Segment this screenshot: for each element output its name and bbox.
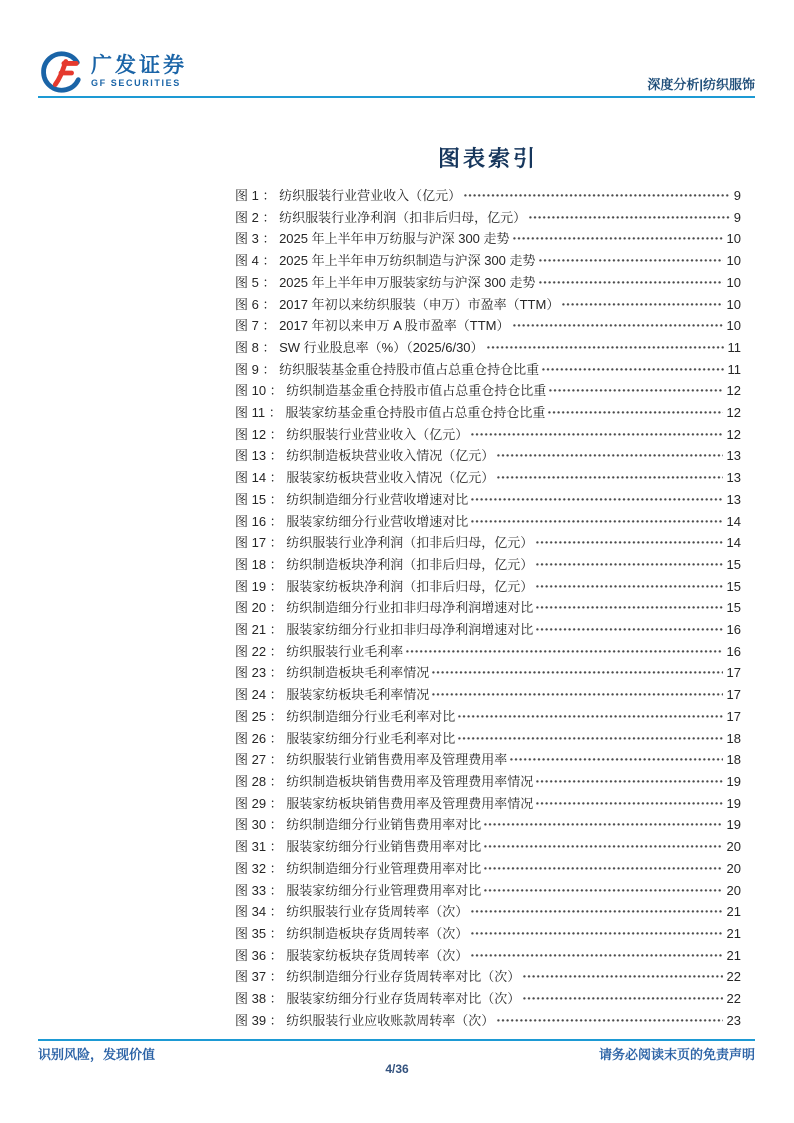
toc-entry-title: 纺织制造板块存货周转率（次） [286,925,469,941]
toc-entry-figure-label: 图 34 ： [235,904,287,920]
toc-entry-page-number: 14 [726,535,741,551]
toc-entry-page-number: 17 [726,665,741,681]
toc-entry-title: 2017 年初以来申万 A 股市盈率（TTM） [279,318,510,334]
toc-entry-page-number: 17 [726,687,741,703]
toc-entry-title: 服装家纺细分行业毛利率对比 [286,730,456,746]
toc-entry-page-number: 10 [726,231,741,247]
toc-entry-title: 纺织服装行业应收账款周转率（次） [286,1012,495,1028]
toc-entry-figure-label: 图 28 ： [235,773,287,789]
toc-entry-title: 纺织制造细分行业营收增速对比 [286,491,469,507]
toc-entry-figure-label: 图 30 ： [235,817,287,833]
toc-entry[interactable] [235,294,741,316]
toc-entry-figure-label: 图 32 ： [235,860,287,876]
toc-entry[interactable] [235,489,741,511]
toc-entry-page-number: 23 [726,1012,741,1028]
toc-entry-figure-label: 图 11 ： [235,405,286,421]
toc-entry-page-number: 12 [726,383,741,399]
toc-entry-title: 纺织制造细分行业存货周转率对比（次） [286,969,521,985]
toc-entry-figure-label: 图 36 ： [235,947,287,963]
toc-entry[interactable] [235,467,741,489]
toc-entry-page-number: 13 [726,470,741,486]
toc-entry[interactable] [235,749,741,771]
toc-entry-figure-label: 图 3 ： [235,231,280,247]
toc-entry-figure-label: 图 23 ： [235,665,287,681]
toc-entry[interactable] [235,1010,741,1032]
toc-entry[interactable] [235,684,741,706]
toc-entry-page-number: 13 [726,448,741,464]
report-category-label: 深度分析|纺织服饰 [647,77,755,92]
toc-entry-figure-label: 图 26 ： [235,730,287,746]
toc-entry-page-number: 19 [726,795,741,811]
toc-entry[interactable] [235,532,741,554]
toc-entry-figure-label: 图 39 ： [235,1012,287,1028]
toc-entry-page-number: 20 [726,882,741,898]
toc-entry[interactable] [235,619,741,641]
toc-entry-page-number: 9 [733,209,741,225]
brand-name-en: GF SECURITIES [91,78,181,89]
toc-entry-page-number: 10 [726,274,741,290]
toc-entry-title: 服装家纺板块净利润（扣非后归母，亿元） [286,578,534,594]
toc-entry-title: 2025 年上半年申万服装家纺与沪深 300 走势 [279,274,536,290]
toc-entry-figure-label: 图 21 ： [235,622,287,638]
toc-entry-title: 纺织服装基金重仓持股市值占总重仓持仓比重 [279,361,540,377]
toc-entry-page-number: 21 [726,925,741,941]
chart-index-section [235,142,741,1031]
toc-entry[interactable] [235,662,741,684]
toc-entry-page-number: 18 [726,730,741,746]
toc-entry-title: 纺织服装行业营业收入（亿元） [279,188,462,203]
toc-entry[interactable] [235,641,741,663]
footer-slogan: 识别风险，发现价值 [38,1047,156,1062]
gf-securities-logo-icon [38,50,84,96]
toc-entry-title: 服装家纺细分行业销售费用率对比 [286,839,482,855]
toc-entry-title: 2025 年上半年申万纺织制造与沪深 300 走势 [279,253,536,269]
toc-entry-figure-label: 图 13 ： [235,448,287,464]
toc-entry[interactable] [235,402,741,424]
toc-entry-title: 纺织服装行业净利润（扣非后归母，亿元） [286,535,534,551]
toc-entry[interactable] [235,511,741,533]
toc-entry-page-number: 15 [726,578,741,594]
toc-entry-title: 2017 年初以来纺织服装（申万）市盈率（TTM） [279,296,560,312]
toc-entry-figure-label: 图 12 ： [235,426,287,442]
toc-entry-page-number: 21 [726,904,741,920]
toc-entry[interactable] [235,315,741,337]
toc-entry-page-number: 17 [726,708,741,724]
toc-entry-page-number: 19 [726,817,741,833]
toc-entry[interactable] [235,836,741,858]
toc-entry-page-number: 22 [726,991,741,1007]
toc-entry-figure-label: 图 27 ： [235,752,287,768]
header-divider [38,96,755,98]
toc-entry-title: 纺织服装行业存货周转率（次） [286,904,469,920]
toc-entry-figure-label: 图 37 ： [235,969,287,985]
toc-entry[interactable] [235,380,741,402]
toc-entry-figure-label: 图 33 ： [235,882,287,898]
toc-entry-figure-label: 图 19 ： [235,578,287,594]
brand-logo [38,50,187,96]
toc-entry-figure-label: 图 20 ： [235,600,287,616]
toc-entry-page-number: 20 [726,860,741,876]
toc-list [235,185,741,1031]
toc-entry[interactable] [235,945,741,967]
toc-entry-figure-label: 图 29 ： [235,795,287,811]
toc-entry-page-number: 13 [726,491,741,507]
toc-entry-title: 纺织服装行业净利润（扣非后归母，亿元） [279,209,527,225]
toc-entry-page-number: 10 [726,253,741,269]
toc-entry[interactable] [235,424,741,446]
toc-entry-page-number: 10 [726,318,741,334]
toc-entry-title: 2025 年上半年申万纺服与沪深 300 走势 [279,231,510,247]
toc-entry-figure-label: 图 25 ： [235,708,287,724]
toc-entry[interactable] [235,988,741,1010]
page-title: 图表索引 [437,146,538,171]
toc-entry-page-number: 22 [726,969,741,985]
toc-entry[interactable] [235,901,741,923]
toc-entry-page-number: 11 [727,339,741,355]
toc-entry-title: 服装家纺板块毛利率情况 [286,687,430,703]
toc-entry-figure-label: 图 38 ： [235,991,287,1007]
footer-disclaimer: 请务必阅读末页的免责声明 [598,1047,755,1062]
toc-entry[interactable] [235,576,741,598]
toc-entry-figure-label: 图 15 ： [235,491,287,507]
brand-name-cn: 广发证券 [91,54,187,78]
toc-entry[interactable] [235,771,741,793]
toc-entry-page-number: 21 [726,947,741,963]
toc-entry[interactable] [235,814,741,836]
toc-entry-figure-label: 图 14 ： [235,470,287,486]
toc-entry-page-number: 9 [733,188,741,203]
toc-entry[interactable] [235,966,741,988]
toc-entry-title: 纺织制造板块销售费用率及管理费用率情况 [286,773,534,789]
toc-entry-title: 纺织制造细分行业销售费用率对比 [286,817,482,833]
page-footer [38,1044,755,1063]
toc-entry-title: 纺织制造板块毛利率情况 [286,665,430,681]
toc-entry-figure-label: 图 24 ： [235,687,287,703]
toc-entry-title: 服装家纺细分行业营收增速对比 [286,513,469,529]
toc-entry-figure-label: 图 22 ： [235,643,287,659]
toc-entry[interactable] [235,185,741,207]
toc-entry-title: 纺织服装行业营业收入（亿元） [286,426,469,442]
page-number: 4/36 [385,1062,409,1076]
toc-entry-page-number: 15 [726,600,741,616]
toc-entry-title: 服装家纺板块营业收入情况（亿元） [286,470,495,486]
toc-entry-title: 服装家纺细分行业管理费用率对比 [286,882,482,898]
toc-entry-figure-label: 图 35 ： [235,925,287,941]
toc-entry[interactable] [235,554,741,576]
toc-entry[interactable] [235,597,741,619]
toc-entry-title: 纺织制造板块净利润（扣非后归母，亿元） [286,556,534,572]
toc-entry-figure-label: 图 4 ： [235,253,280,269]
toc-entry-figure-label: 图 7 ： [235,318,280,334]
toc-entry[interactable] [235,337,741,359]
toc-entry-title: 纺织制造细分行业扣非归母净利润增速对比 [286,600,534,616]
toc-entry-title: 纺织制造基金重仓持股市值占总重仓持仓比重 [286,383,547,399]
toc-entry-title: 纺织服装行业毛利率 [286,643,404,659]
toc-entry-figure-label: 图 2 ： [235,209,280,225]
toc-entry[interactable] [235,445,741,467]
toc-entry-page-number: 15 [726,556,741,572]
toc-entry-title: 服装家纺板块存货周转率（次） [286,947,469,963]
toc-entry-title: 纺织制造板块营业收入情况（亿元） [286,448,495,464]
toc-entry[interactable] [235,858,741,880]
toc-entry-title: 服装家纺细分行业存货周转率对比（次） [286,991,521,1007]
toc-entry-title: 服装家纺基金重仓持股市值占总重仓持仓比重 [285,405,546,421]
toc-entry-figure-label: 图 31 ： [235,839,287,855]
toc-entry-page-number: 20 [726,839,741,855]
toc-entry[interactable] [235,228,741,250]
toc-entry-page-number: 19 [726,773,741,789]
toc-entry-title: 服装家纺细分行业扣非归母净利润增速对比 [286,622,534,638]
toc-entry-title: SW 行业股息率（%）（2025/6/30） [279,339,484,355]
toc-entry-figure-label: 图 6 ： [235,296,280,312]
toc-entry-page-number: 11 [727,361,741,377]
toc-entry[interactable] [235,272,741,294]
toc-entry-page-number: 12 [726,405,741,421]
toc-entry-figure-label: 图 17 ： [235,535,287,551]
toc-entry[interactable] [235,793,741,815]
toc-entry-figure-label: 图 8 ： [235,339,280,355]
toc-entry[interactable] [235,250,741,272]
toc-entry-figure-label: 图 18 ： [235,556,287,572]
toc-entry-title: 纺织制造细分行业毛利率对比 [286,708,456,724]
toc-entry-page-number: 18 [726,752,741,768]
toc-entry[interactable] [235,923,741,945]
toc-entry[interactable] [235,880,741,902]
toc-entry[interactable] [235,706,741,728]
toc-entry-title: 纺织制造细分行业管理费用率对比 [286,860,482,876]
toc-entry[interactable] [235,728,741,750]
toc-entry-figure-label: 图 5 ： [235,274,280,290]
toc-entry[interactable] [235,359,741,381]
toc-entry-page-number: 10 [726,296,741,312]
toc-entry-figure-label: 图 9 ： [235,361,280,377]
toc-entry-page-number: 16 [726,643,741,659]
toc-entry-title: 服装家纺板块销售费用率及管理费用率情况 [286,795,534,811]
toc-entry[interactable] [235,207,741,229]
toc-entry-page-number: 16 [726,622,741,638]
footer-divider [38,1039,755,1041]
toc-entry-page-number: 12 [726,426,741,442]
toc-entry-figure-label: 图 1 ： [235,188,280,203]
toc-entry-figure-label: 图 16 ： [235,513,287,529]
toc-entry-page-number: 14 [726,513,741,529]
toc-entry-figure-label: 图 10 ： [235,383,287,399]
toc-entry-title: 纺织服装行业销售费用率及管理费用率 [286,752,508,768]
page-header [38,46,755,96]
